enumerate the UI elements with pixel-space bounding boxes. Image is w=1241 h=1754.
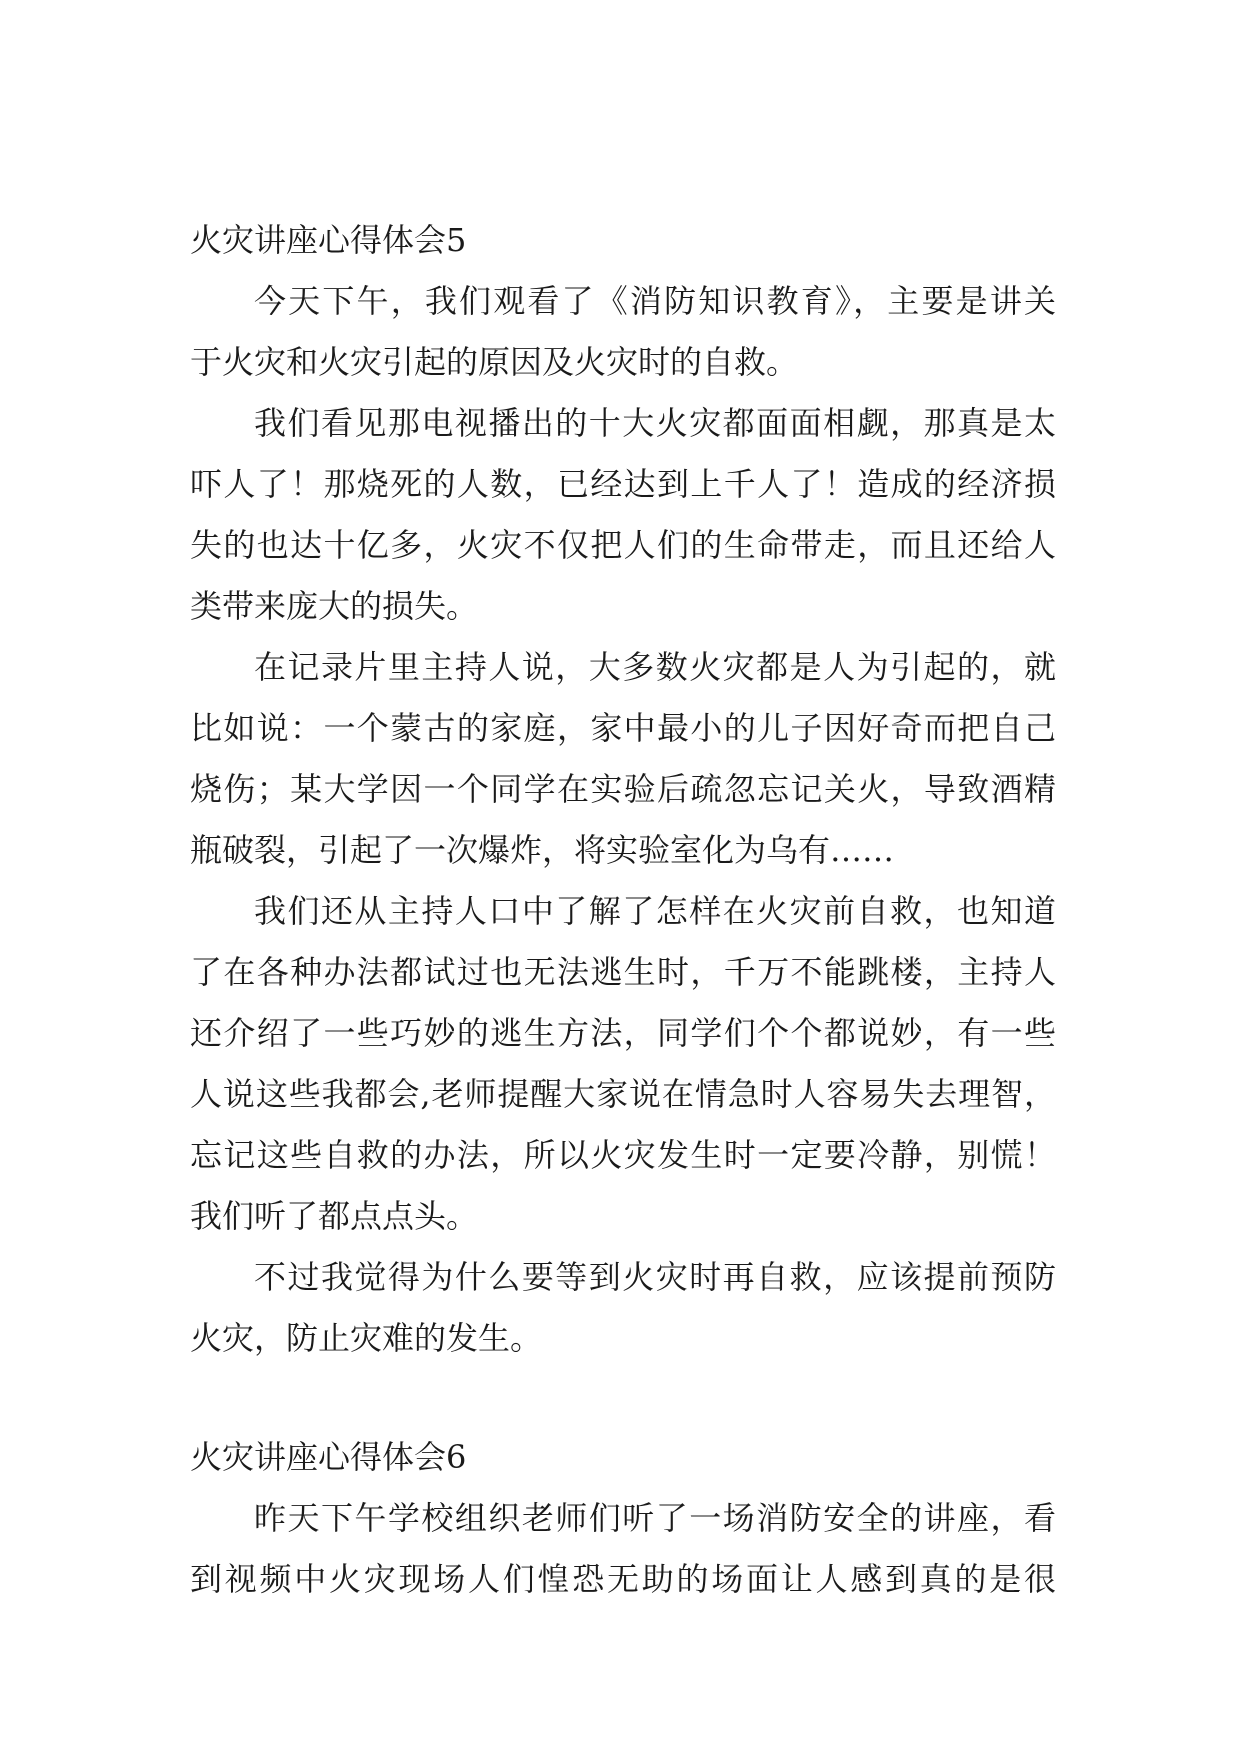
paragraph (190, 1247, 1056, 1369)
paragraph (190, 1488, 1056, 1610)
text-line: 火灾，防止灾难的发生。 (190, 1319, 543, 1357)
text-line: 忘记这些自救的办法，所以火灾发生时一定要冷静，别慌！ (190, 1136, 1056, 1174)
paragraph (190, 637, 1056, 881)
text-line: 吓人了！那烧死的人数，已经达到上千人了！造成的经济损 (190, 465, 1056, 503)
text-line: 烧伤；某大学因一个同学在实验后疏忽忘记关火，导致酒精 (190, 770, 1056, 808)
section-heading: 火灾讲座心得体会5 (190, 221, 467, 259)
paragraph (190, 271, 1056, 393)
text-line: 类带来庞大的损失。 (190, 587, 479, 625)
text-line: 人说这些我都会,老师提醒大家说在情急时人容易失去理智， (190, 1075, 1056, 1113)
section-heading: 火灾讲座心得体会6 (190, 1438, 467, 1476)
text-line: 我们听了都点点头。 (190, 1197, 479, 1235)
section-spacer (190, 1369, 1056, 1427)
paragraph (190, 881, 1056, 1247)
text-line: 在记录片里主持人说，大多数火灾都是人为引起的，就 (254, 648, 1056, 686)
document-page (190, 210, 1056, 1610)
text-line: 今天下午，我们观看了《消防知识教育》，主要是讲关 (254, 282, 1056, 320)
text-line: 失的也达十亿多，火灾不仅把人们的生命带走，而且还给人 (190, 526, 1056, 564)
text-line: 于火灾和火灾引起的原因及火灾时的自救。 (190, 343, 799, 381)
text-line: 到视频中火灾现场人们惶恐无助的场面让人感到真的是很 (190, 1560, 1056, 1598)
text-line: 还介绍了一些巧妙的逃生方法，同学们个个都说妙，有一些 (190, 1014, 1056, 1052)
text-line: 比如说：一个蒙古的家庭，家中最小的儿子因好奇而把自己 (190, 709, 1056, 747)
text-line: 我们看见那电视播出的十大火灾都面面相觑，那真是太 (254, 404, 1056, 442)
paragraph (190, 393, 1056, 637)
text-line: 昨天下午学校组织老师们听了一场消防安全的讲座，看 (254, 1499, 1056, 1537)
text-line: 我们还从主持人口中了解了怎样在火灾前自救，也知道 (254, 892, 1056, 930)
text-line: 不过我觉得为什么要等到火灾时再自救，应该提前预防 (254, 1258, 1056, 1296)
text-line: 瓶破裂，引起了一次爆炸，将实验室化为乌有…… (190, 831, 895, 869)
text-line: 了在各种办法都试过也无法逃生时，千万不能跳楼，主持人 (190, 953, 1056, 991)
